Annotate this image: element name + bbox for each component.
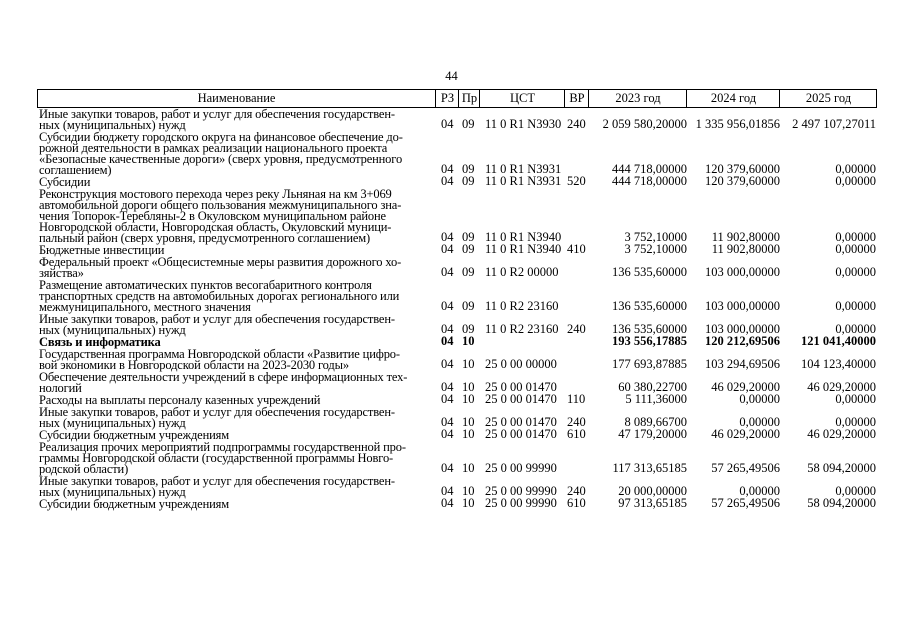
cell-y2023: 444 718,00000 bbox=[612, 162, 687, 176]
cell-rz: 04 bbox=[441, 484, 454, 498]
cell-rz: 04 bbox=[441, 174, 454, 188]
cell-y2023: 60 380,22700 bbox=[618, 380, 687, 394]
cell-vr: 610 bbox=[567, 427, 586, 441]
cell-rz: 04 bbox=[441, 357, 454, 371]
cell-y2025: 0,00000 bbox=[835, 242, 876, 256]
row-name: Субсидии бюджету городского округа на финансовое обеспечение до- рожной деятельности в рамках реализации национального проекта «Безопасные качественные дороги» (сверх уровня, предусмотренного соглашением) bbox=[39, 130, 403, 177]
cell-vr: 240 bbox=[567, 415, 586, 429]
cell-pr: 09 bbox=[462, 162, 475, 176]
cell-y2025: 46 029,20000 bbox=[807, 380, 876, 394]
cell-rz: 04 bbox=[441, 265, 454, 279]
table-row bbox=[37, 131, 877, 176]
cell-cst: 11 0 R1 N3931 bbox=[485, 162, 562, 176]
row-name: Связь и информатика bbox=[39, 335, 161, 349]
table-body bbox=[37, 108, 877, 510]
cell-pr: 10 bbox=[462, 484, 475, 498]
cell-y2023: 8 089,66700 bbox=[624, 415, 687, 429]
table-row bbox=[37, 108, 877, 131]
cell-y2023: 136 535,60000 bbox=[612, 322, 687, 336]
cell-rz: 04 bbox=[441, 496, 454, 510]
cell-rz: 04 bbox=[441, 322, 454, 336]
table-row bbox=[37, 441, 877, 475]
cell-rz: 04 bbox=[441, 117, 454, 131]
row-name: Иные закупки товаров, работ и услуг для обеспечения государствен- ных (муниципальных) нужд bbox=[39, 405, 395, 430]
row-name: Расходы на выплаты персоналу казенных учреждений bbox=[39, 393, 321, 407]
cell-y2024: 0,00000 bbox=[739, 484, 780, 498]
cell-cst: 11 0 R2 23160 bbox=[485, 299, 559, 313]
budget-table bbox=[37, 89, 877, 510]
row-name: Реализация прочих мероприятий подпрограммы государственной про- граммы Новгородской области (государственной программы Новго- родской области) bbox=[39, 440, 406, 476]
header-name: Наименование bbox=[197, 91, 276, 105]
table-row bbox=[37, 188, 877, 244]
row-name: Иные закупки товаров, работ и услуг для обеспечения государствен- ных (муниципальных) нужд bbox=[39, 474, 395, 499]
table-header bbox=[37, 89, 877, 108]
cell-y2024: 1 335 956,01856 bbox=[695, 117, 780, 131]
cell-y2025: 0,00000 bbox=[835, 392, 876, 406]
cell-rz: 04 bbox=[441, 427, 454, 441]
table-row bbox=[37, 348, 877, 371]
cell-cst: 25 0 00 01470 bbox=[485, 380, 557, 394]
table-row bbox=[37, 279, 877, 313]
header-2025: 2025 год bbox=[779, 90, 877, 107]
cell-y2025: 121 041,40000 bbox=[801, 334, 876, 348]
cell-y2025: 0,00000 bbox=[835, 162, 876, 176]
cell-cst: 11 0 R1 N3930 bbox=[485, 117, 562, 131]
row-name: Субсидии бюджетным учреждениям bbox=[39, 497, 230, 511]
cell-y2024: 120 379,60000 bbox=[705, 174, 780, 188]
header-pr: Пр bbox=[458, 90, 480, 107]
cell-y2025: 46 029,20000 bbox=[807, 427, 876, 441]
cell-pr: 09 bbox=[462, 322, 475, 336]
cell-y2025: 0,00000 bbox=[835, 484, 876, 498]
cell-y2024: 11 902,80000 bbox=[711, 230, 780, 244]
cell-pr: 09 bbox=[462, 230, 475, 244]
cell-pr: 10 bbox=[462, 380, 475, 394]
cell-pr: 09 bbox=[462, 242, 475, 256]
cell-cst: 11 0 R2 00000 bbox=[485, 265, 559, 279]
cell-y2023: 117 313,65185 bbox=[612, 461, 687, 475]
cell-cst: 11 0 R2 23160 bbox=[485, 322, 559, 336]
cell-cst: 25 0 00 99990 bbox=[485, 461, 557, 475]
table-row bbox=[37, 498, 877, 510]
cell-vr: 410 bbox=[567, 242, 586, 256]
cell-y2023: 3 752,10000 bbox=[624, 230, 687, 244]
cell-cst: 25 0 00 01470 bbox=[485, 392, 557, 406]
row-name: Иные закупки товаров, работ и услуг для обеспечения государствен- ных (муниципальных) нужд bbox=[39, 312, 395, 337]
row-name: Бюджетные инвестиции bbox=[39, 243, 165, 257]
cell-y2023: 193 556,17885 bbox=[612, 334, 687, 348]
table-row bbox=[37, 313, 877, 336]
page-number: 44 bbox=[445, 69, 458, 83]
cell-rz: 04 bbox=[441, 461, 454, 475]
cell-pr: 09 bbox=[462, 299, 475, 313]
cell-pr: 10 bbox=[462, 461, 475, 475]
row-name: Государственная программа Новгородской области «Развитие цифро- вой экономики в Новгородской области на 2023-2030 годы» bbox=[39, 347, 400, 372]
row-name: Реконструкция мостового перехода через реку Льняная на км 3+069 автомобильной дороги общего пользования межмуниципального зна- чения Топорок-Теребляны-2 в Окуловском муниципальном районе Новгородской области, Новгородская область, Окуловский муници- пальный район (сверх уровня, предусмотренного соглашением) bbox=[39, 187, 402, 245]
header-2023: 2023 год bbox=[588, 90, 687, 107]
cell-y2024: 11 902,80000 bbox=[711, 242, 780, 256]
cell-y2024: 103 000,00000 bbox=[705, 299, 780, 313]
cell-y2023: 20 000,00000 bbox=[618, 484, 687, 498]
cell-rz: 04 bbox=[441, 242, 454, 256]
cell-vr: 240 bbox=[567, 322, 586, 336]
cell-y2023: 177 693,87885 bbox=[612, 357, 687, 371]
cell-y2023: 136 535,60000 bbox=[612, 265, 687, 279]
cell-cst: 11 0 R1 N3940 bbox=[485, 230, 562, 244]
cell-y2024: 120 212,69506 bbox=[705, 334, 780, 348]
cell-y2024: 120 379,60000 bbox=[705, 162, 780, 176]
header-rz: РЗ bbox=[435, 90, 459, 107]
table-row bbox=[37, 256, 877, 279]
cell-y2023: 2 059 580,20000 bbox=[602, 117, 687, 131]
cell-y2024: 46 029,20000 bbox=[711, 427, 780, 441]
cell-rz: 04 bbox=[441, 299, 454, 313]
row-name: Размещение автоматических пунктов весогабаритного контроля транспортных средств на автомобильных дорогах регионального или межмуниципального, местного значения bbox=[39, 278, 400, 314]
cell-cst: 11 0 R1 N3940 bbox=[485, 242, 562, 256]
cell-pr: 09 bbox=[462, 265, 475, 279]
row-name: Субсидии bbox=[39, 175, 91, 189]
header-cst: ЦСТ bbox=[479, 90, 565, 107]
cell-pr: 10 bbox=[462, 334, 475, 348]
cell-y2025: 2 497 107,27011 bbox=[792, 117, 876, 131]
cell-cst: 25 0 00 99990 bbox=[485, 496, 557, 510]
header-2024: 2024 год bbox=[686, 90, 780, 107]
cell-rz: 04 bbox=[441, 415, 454, 429]
cell-vr: 240 bbox=[567, 484, 586, 498]
row-name: Обеспечение деятельности учреждений в сфере информационных тех- нологий bbox=[39, 370, 408, 395]
cell-y2025: 58 094,20000 bbox=[807, 461, 876, 475]
cell-cst: 25 0 00 99990 bbox=[485, 484, 557, 498]
table-row bbox=[37, 406, 877, 429]
cell-pr: 10 bbox=[462, 415, 475, 429]
cell-y2023: 47 179,20000 bbox=[618, 427, 687, 441]
cell-y2025: 0,00000 bbox=[835, 299, 876, 313]
table-row bbox=[37, 371, 877, 394]
header-vr: ВР bbox=[564, 90, 589, 107]
cell-cst: 25 0 00 00000 bbox=[485, 357, 557, 371]
cell-y2024: 57 265,49506 bbox=[711, 496, 780, 510]
cell-y2024: 57 265,49506 bbox=[711, 461, 780, 475]
cell-y2025: 0,00000 bbox=[835, 174, 876, 188]
cell-pr: 10 bbox=[462, 496, 475, 510]
cell-y2023: 5 111,36000 bbox=[625, 392, 687, 406]
cell-y2025: 0,00000 bbox=[835, 322, 876, 336]
row-name: Федеральный проект «Общесистемные меры развития дорожного хо- зяйства» bbox=[39, 255, 402, 280]
cell-y2025: 0,00000 bbox=[835, 265, 876, 279]
cell-pr: 10 bbox=[462, 357, 475, 371]
table-row bbox=[37, 475, 877, 498]
cell-y2023: 444 718,00000 bbox=[612, 174, 687, 188]
cell-y2023: 97 313,65185 bbox=[618, 496, 687, 510]
cell-vr: 240 bbox=[567, 117, 586, 131]
cell-rz: 04 bbox=[441, 230, 454, 244]
cell-rz: 04 bbox=[441, 162, 454, 176]
cell-y2024: 0,00000 bbox=[739, 392, 780, 406]
cell-y2024: 103 294,69506 bbox=[705, 357, 780, 371]
cell-y2025: 58 094,20000 bbox=[807, 496, 876, 510]
cell-rz: 04 bbox=[441, 334, 454, 348]
cell-pr: 10 bbox=[462, 427, 475, 441]
cell-rz: 04 bbox=[441, 392, 454, 406]
cell-pr: 09 bbox=[462, 174, 475, 188]
cell-y2025: 0,00000 bbox=[835, 230, 876, 244]
cell-y2025: 104 123,40000 bbox=[801, 357, 876, 371]
cell-rz: 04 bbox=[441, 380, 454, 394]
cell-y2023: 3 752,10000 bbox=[624, 242, 687, 256]
cell-y2024: 103 000,00000 bbox=[705, 322, 780, 336]
cell-cst: 25 0 00 01470 bbox=[485, 415, 557, 429]
cell-y2025: 0,00000 bbox=[835, 415, 876, 429]
cell-cst: 25 0 00 01470 bbox=[485, 427, 557, 441]
cell-vr: 610 bbox=[567, 496, 586, 510]
cell-pr: 09 bbox=[462, 117, 475, 131]
cell-vr: 110 bbox=[567, 392, 586, 406]
row-name: Иные закупки товаров, работ и услуг для обеспечения государствен- ных (муниципальных) нужд bbox=[39, 107, 395, 132]
cell-pr: 10 bbox=[462, 392, 475, 406]
row-name: Субсидии бюджетным учреждениям bbox=[39, 428, 230, 442]
cell-y2023: 136 535,60000 bbox=[612, 299, 687, 313]
cell-cst: 11 0 R1 N3931 bbox=[485, 174, 562, 188]
cell-y2024: 103 000,00000 bbox=[705, 265, 780, 279]
cell-y2024: 0,00000 bbox=[739, 415, 780, 429]
cell-vr: 520 bbox=[567, 174, 586, 188]
cell-y2024: 46 029,20000 bbox=[711, 380, 780, 394]
